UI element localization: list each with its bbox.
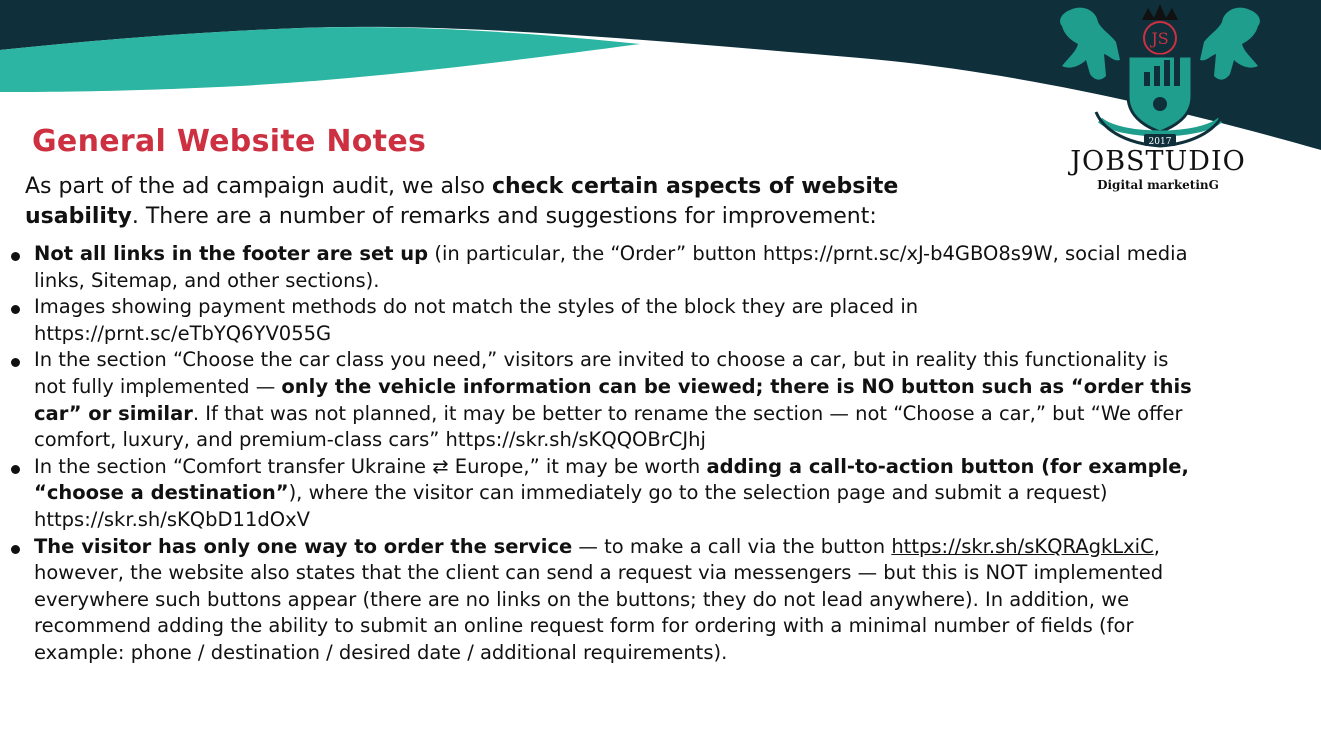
bullet-icon (11, 465, 20, 474)
right-horse-icon (1200, 8, 1260, 80)
intro-paragraph (25, 172, 1045, 228)
left-horse-icon (1060, 8, 1120, 80)
logo-tagline: Digital marketinG (1097, 178, 1219, 192)
bullet-icon (11, 252, 20, 261)
call-button-link[interactable]: https://skr.sh/sKQRAgkLxiC (891, 534, 1154, 558)
intro-line-1: As part of the ad campaign audit, we also check certain aspects of website (25, 174, 899, 199)
crown-icon (1142, 4, 1178, 20)
list-item: In the section “Choose the car class you need,” visitors are invited to choose a car, but in reality this functionality is not fully implemented — only the vehicle information can be viewed; there is NO button such as “order this car” or similar. If that was not planned, it may be better to rename the section — not “Choose a car,” but “We offer comfort, luxury, and premium-class cars” https://skr.sh/sKQQOBrCJhj (0, 347, 1310, 453)
slide-title: General Website Notes (32, 124, 427, 159)
list-item: In the section “Comfort transfer Ukraine ⇄ Europe,” it may be worth adding a call-to-action button (for example, “choose a destination”), where the visitor can immediately go to the selection page and submit a request) https://skr.sh/sKQbD11dOxV (0, 454, 1310, 534)
logo-wordmark: JOBSTUDIO (1070, 146, 1246, 177)
list-item: The visitor has only one way to order the service — to make a call via the button https://skr.sh/sKQRAgkLxiC, however, the website also states that the client can send a request via messengers — but this is NOT implemented everywhere such buttons appear (there are no links on the buttons; they do not lead anywhere). In addition, we recommend adding the ability to submit an online request form for ordering with a minimal number of fields (for example: phone / destination / desired date / additional requirements). (0, 534, 1310, 667)
svg-text:JS: JS (1151, 29, 1169, 48)
notes-list (0, 241, 1310, 667)
intro-line-2: usability. There are a number of remarks and suggestions for improvement: (25, 204, 877, 228)
list-item: Images showing payment methods do not match the styles of the block they are placed in https://prnt.sc/eTbYQ6YV055G (0, 294, 1310, 347)
bullet-icon (11, 305, 20, 314)
list-item: Not all links in the footer are set up (in particular, the “Order” button https://prnt.sc/xJ-b4GBO8s9W, social media links, Sitemap, and other sections). (0, 241, 1310, 294)
bullet-icon (11, 358, 20, 367)
bullet-icon (11, 545, 20, 554)
svg-text:2017: 2017 (1148, 137, 1172, 147)
